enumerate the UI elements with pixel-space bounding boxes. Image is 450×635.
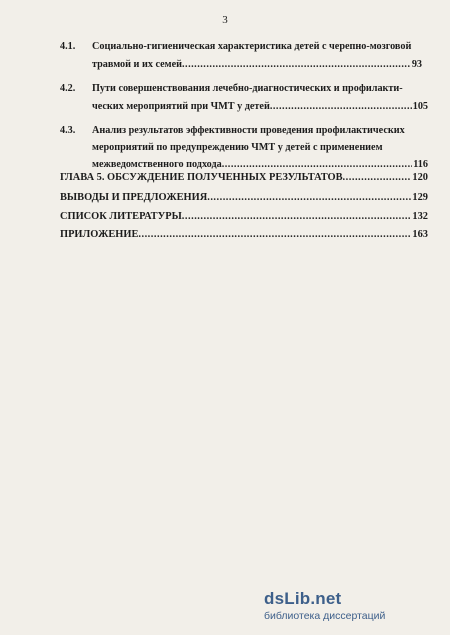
toc-entry-title-line: Анализ результатов эффективности проведения профилактических (92, 125, 405, 136)
toc-entry-title-text: ВЫВОДЫ И ПРЕДЛОЖЕНИЯ (60, 192, 208, 203)
dot-leader (270, 101, 412, 112)
toc-entry-title-text: межведомственного подхода (92, 159, 222, 170)
toc-entry-page: 105 (412, 101, 428, 112)
toc-entry-page: 93 (411, 59, 422, 70)
toc-entry-references (60, 211, 428, 222)
toc-entry-title-line (92, 159, 428, 170)
toc-entry-title-line: Социально-гигиеническая характеристика детей с черепно-мозговой (92, 41, 412, 52)
dot-leader (343, 172, 412, 183)
toc-entry-title-text: ПРИЛОЖЕНИЕ (60, 229, 139, 240)
toc-entry-title-text: травмой и их семей (92, 59, 182, 70)
toc-entry-title-text: ГЛАВА 5. ОБСУЖДЕНИЕ ПОЛУЧЕННЫХ РЕЗУЛЬТАТОВ (60, 172, 343, 183)
watermark-brand: dsLib.net (264, 589, 342, 608)
toc-entry-title-line (92, 101, 428, 112)
page-number: 3 (222, 14, 228, 26)
dot-leader (182, 59, 411, 70)
toc-entry-number: 4.3. (60, 125, 76, 136)
toc-entry-page: 163 (412, 229, 428, 240)
toc-entry-number: 4.1. (60, 41, 76, 52)
toc-entry-title-line: мероприятий по предупреждению ЧМТ у детей с применением (92, 142, 383, 153)
toc-entry-title-text: СПИСОК ЛИТЕРАТУРЫ (60, 211, 182, 222)
toc-entry-number: 4.2. (60, 83, 76, 94)
toc-entry-page: 132 (412, 211, 428, 222)
dot-leader (138, 229, 411, 240)
toc-entry-title-line: Пути совершенствования лечебно-диагностических и профилакти- (92, 83, 403, 94)
dot-leader (222, 159, 413, 170)
dslib-watermark-logo (264, 589, 432, 625)
toc-entry-appendix (60, 229, 428, 240)
toc-entry-page: 116 (413, 159, 428, 170)
toc-entry-page: 120 (412, 172, 428, 183)
toc-entry-conclusions (60, 192, 428, 203)
dot-leader (182, 211, 412, 222)
toc-entry-chapter-5 (60, 172, 428, 183)
watermark-tagline: библиотека диссертаций (264, 610, 386, 622)
dot-leader (207, 192, 411, 203)
toc-entry-title-line (92, 59, 422, 70)
toc-entry-page: 129 (412, 192, 428, 203)
toc-entry-title-text: ческих мероприятий при ЧМТ у детей (92, 101, 270, 112)
